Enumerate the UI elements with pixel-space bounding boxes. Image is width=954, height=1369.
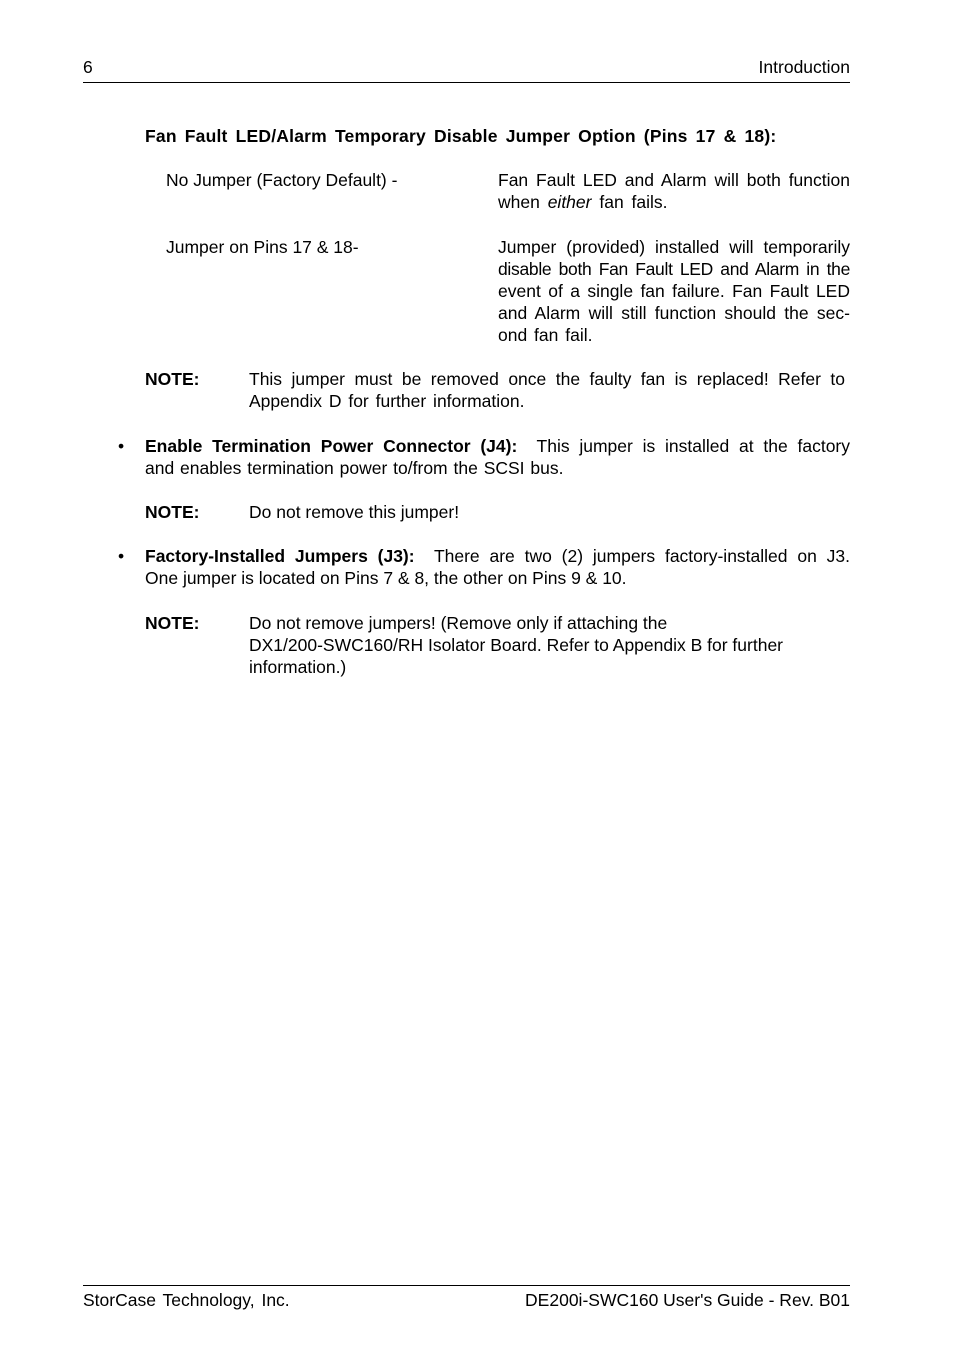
- note-line: Do not remove jumpers! (Remove only if attaching the: [249, 613, 668, 633]
- bullet-line: One jumper is located on Pins 7 & 8, the other on Pins 9 & 10.: [145, 568, 627, 588]
- option-label-jumper-on: Jumper on Pins 17 & 18-: [166, 237, 359, 257]
- option-desc-line: Jumper (provided) installed will temporarily: [498, 237, 850, 257]
- bullet-marker: •: [118, 436, 125, 456]
- bullet-marker: •: [118, 546, 125, 566]
- fan-fault-heading: Fan Fault LED/Alarm Temporary Disable Jumper Option (Pins 17 & 18):: [145, 126, 777, 146]
- bullet-line: and enables termination power to/from the SCSI bus.: [145, 458, 564, 478]
- footer-company: StorCase Technology, Inc.: [83, 1290, 290, 1310]
- bullet-text: There are two (2) jumpers factory-installed on J3.: [414, 546, 850, 566]
- footer-guide: DE200i-SWC160 User's Guide - Rev. B01: [525, 1290, 850, 1310]
- section-title: Introduction: [758, 57, 850, 77]
- note-line: information.): [249, 657, 347, 677]
- desc-text: fan fails.: [591, 192, 668, 212]
- note-label: NOTE:: [145, 613, 200, 633]
- footer-rule: [83, 1285, 850, 1286]
- note-label: NOTE:: [145, 502, 200, 522]
- option-desc-line: [498, 191, 850, 213]
- note-line: Do not remove this jumper!: [249, 502, 460, 522]
- option-desc-line: Fan Fault LED and Alarm will both function: [498, 170, 850, 190]
- bullet-line: [145, 435, 850, 457]
- option-desc-no-jumper: [498, 169, 850, 213]
- option-desc-line: and Alarm will still function should the sec-: [498, 303, 850, 323]
- page-number: 6: [83, 57, 93, 77]
- note-line: Appendix D for further information.: [249, 391, 525, 411]
- desc-text: when: [498, 192, 548, 212]
- bullet-title: Enable Termination Power Connector (J4):: [145, 436, 518, 456]
- option-desc-line: ond fan fail.: [498, 325, 593, 345]
- option-label-no-jumper: No Jumper (Factory Default) -: [166, 170, 398, 190]
- header-rule: [83, 82, 850, 83]
- option-desc-line: event of a single fan failure. Fan Fault LED: [498, 281, 850, 301]
- option-desc-jumper-on: [498, 236, 850, 346]
- option-desc-line: disable both Fan Fault LED and Alarm in the: [498, 259, 850, 279]
- note-line: This jumper must be removed once the faulty fan is replaced! Refer to: [249, 369, 845, 389]
- note-text: [249, 612, 849, 678]
- note-label: NOTE:: [145, 369, 200, 389]
- bullet-text: This jumper is installed at the factory: [517, 436, 851, 456]
- bullet-line: [145, 545, 850, 567]
- note-line: DX1/200-SWC160/RH Isolator Board. Refer to Appendix B for further: [249, 635, 784, 655]
- bullet-title: Factory-Installed Jumpers (J3):: [145, 546, 415, 566]
- desc-emphasis: either: [547, 192, 592, 212]
- note-text: [249, 368, 849, 412]
